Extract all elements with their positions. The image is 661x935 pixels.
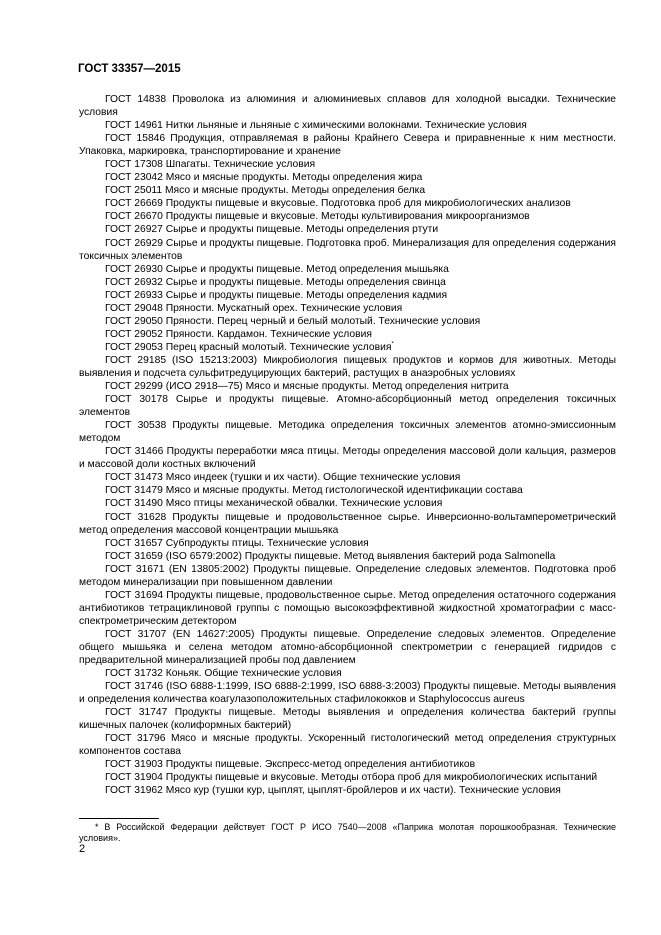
reference-item: ГОСТ 14961 Нитки льняные и льняные с химическими волокнами. Технические условия — [105, 120, 527, 132]
reference-item: ГОСТ 31490 Мясо птицы механической обвалки. Технические условия — [105, 498, 443, 510]
footnote-text: * В Российской Федерации действует ГОСТ Р ИСО 7540—2008 «Паприка молотая порошкообразная. Технические условия». — [79, 822, 616, 844]
page-number: 2 — [79, 843, 86, 855]
reference-item-with-footnote — [79, 341, 616, 354]
normative-references — [79, 93, 616, 798]
document-header: ГОСТ 33357—2015 — [78, 63, 181, 75]
reference-item: ГОСТ 31904 Продукты пищевые и вкусовые. Методы отбора проб для микробиологических испытаний — [105, 772, 598, 784]
reference-item: ГОСТ 17308 Шпагаты. Технические условия — [105, 159, 316, 171]
reference-item: ГОСТ 26669 Продукты пищевые и вкусовые. Подготовка проб для микробиологических анализов — [105, 198, 571, 210]
reference-item: ГОСТ 31479 Мясо и мясные продукты. Метод гистологической идентификации состава — [105, 485, 523, 497]
reference-item: ГОСТ 29185 (ISO 15213:2003) Микробиология пищевых продуктов и кормов для животных. Методы выявления и подсчета сульфитредуцирующих бактерий, растущих в анаэробных условиях — [79, 354, 616, 379]
footnote-divider — [79, 818, 159, 819]
footnote — [79, 822, 616, 844]
reference-item: ГОСТ 31473 Мясо индеек (тушки и их части). Общие технические условия — [105, 472, 461, 484]
reference-item: ГОСТ 31746 (ISO 6888-1:1999, ISO 6888-2:1999, ISO 6888-3:2003) Продукты пищевые. Методы выявления и определения количества коагулазоположительных стафилококков и Staphylococcus aureus — [79, 681, 616, 706]
reference-item: ГОСТ 31747 Продукты пищевые. Методы выявления и определения количества бактерий группы кишечных палочек (колиформных бактерий) — [79, 707, 616, 732]
reference-item: ГОСТ 25011 Мясо и мясные продукты. Методы определения белка — [105, 185, 426, 197]
reference-item: ГОСТ 31903 Продукты пищевые. Экспресс-метод определения антибиотиков — [105, 759, 476, 771]
reference-item: ГОСТ 31962 Мясо кур (тушки кур, цыплят, цыплят-бройлеров и их части). Технические условия — [105, 785, 561, 797]
footnote-marker: * — [391, 341, 394, 348]
reference-item: ГОСТ 23042 Мясо и мясные продукты. Методы определения жира — [105, 172, 423, 184]
reference-item: ГОСТ 29052 Пряности. Кардамон. Технические условия — [105, 328, 372, 340]
reference-item: ГОСТ 31671 (EN 13805:2002) Продукты пищевые. Определение следовых элементов. Подготовка проб методом минерализации при повышенном давлении — [79, 563, 616, 588]
reference-item: ГОСТ 31628 Продукты пищевые и продовольственное сырье. Инверсионно-вольтамперометрический метод определения массовой концентрации мышьяка — [79, 511, 616, 536]
reference-item: ГОСТ 26927 Сырье и продукты пищевые. Методы определения ртути — [105, 224, 439, 236]
reference-text: ГОСТ 29053 Перец красный молотый. Технические условия — [105, 341, 392, 353]
reference-item: ГОСТ 31707 (EN 14627:2005) Продукты пищевые. Определение следовых элементов. Определение общего мышьяка и селена методом атомно-абсорбционной спектрометрии с генерацией гидридов с предварительной минерализацией пробы под давлением — [79, 628, 616, 667]
reference-item: ГОСТ 15846 Продукция, отправляемая в районы Крайнего Севера и приравненные к ним местности. Упаковка, маркировка, транспортирование и хранение — [79, 133, 616, 158]
reference-item: ГОСТ 29050 Пряности. Перец черный и белый молотый. Технические условия — [105, 315, 481, 327]
reference-item: ГОСТ 26933 Сырье и продукты пищевые. Методы определения кадмия — [105, 289, 448, 301]
reference-item: ГОСТ 31694 Продукты пищевые, продовольственное сырье. Метод определения остаточного содержания антибиотиков тетрациклиновой группы с помощью высокоэффективной жидкостной хроматографии с масс-спектрометрическим детектором — [79, 589, 616, 627]
reference-item: ГОСТ 29048 Пряности. Мускатный орех. Технические условия — [105, 302, 403, 314]
reference-item: ГОСТ 31466 Продукты переработки мяса птицы. Методы определения массовой доли кальция, размеров и массовой доли костных включений — [79, 446, 616, 471]
reference-item: ГОСТ 26930 Сырье и продукты пищевые. Метод определения мышьяка — [105, 263, 449, 275]
reference-item: ГОСТ 14838 Проволока из алюминия и алюминиевых сплавов для холодной высадки. Технические условия — [79, 94, 616, 119]
reference-item: ГОСТ 26929 Сырье и продукты пищевые. Подготовка проб. Минерализация для определения содержания токсичных элементов — [79, 237, 616, 262]
reference-item: ГОСТ 31659 (ISO 6579:2002) Продукты пищевые. Метод выявления бактерий рода Salmonella — [105, 550, 556, 562]
reference-item: ГОСТ 26932 Сырье и продукты пищевые. Методы определения свинца — [105, 276, 446, 288]
reference-item: ГОСТ 30538 Продукты пищевые. Методика определения токсичных элементов атомно-эмиссионным методом — [79, 420, 616, 445]
reference-item: ГОСТ 29299 (ИСО 2918—75) Мясо и мясные продукты. Метод определения нитрита — [105, 381, 509, 393]
reference-item: ГОСТ 31796 Мясо и мясные продукты. Ускоренный гистологический метод определения структурных компонентов состава — [79, 733, 616, 758]
reference-item: ГОСТ 30178 Сырье и продукты пищевые. Атомно-абсорбционный метод определения токсичных элементов — [79, 394, 616, 419]
reference-item: ГОСТ 31657 Субпродукты птицы. Технические условия — [105, 537, 369, 549]
reference-item: ГОСТ 31732 Коньяк. Общие технические условия — [105, 668, 342, 680]
reference-item: ГОСТ 26670 Продукты пищевые и вкусовые. Методы культивирования микроорганизмов — [105, 211, 530, 223]
